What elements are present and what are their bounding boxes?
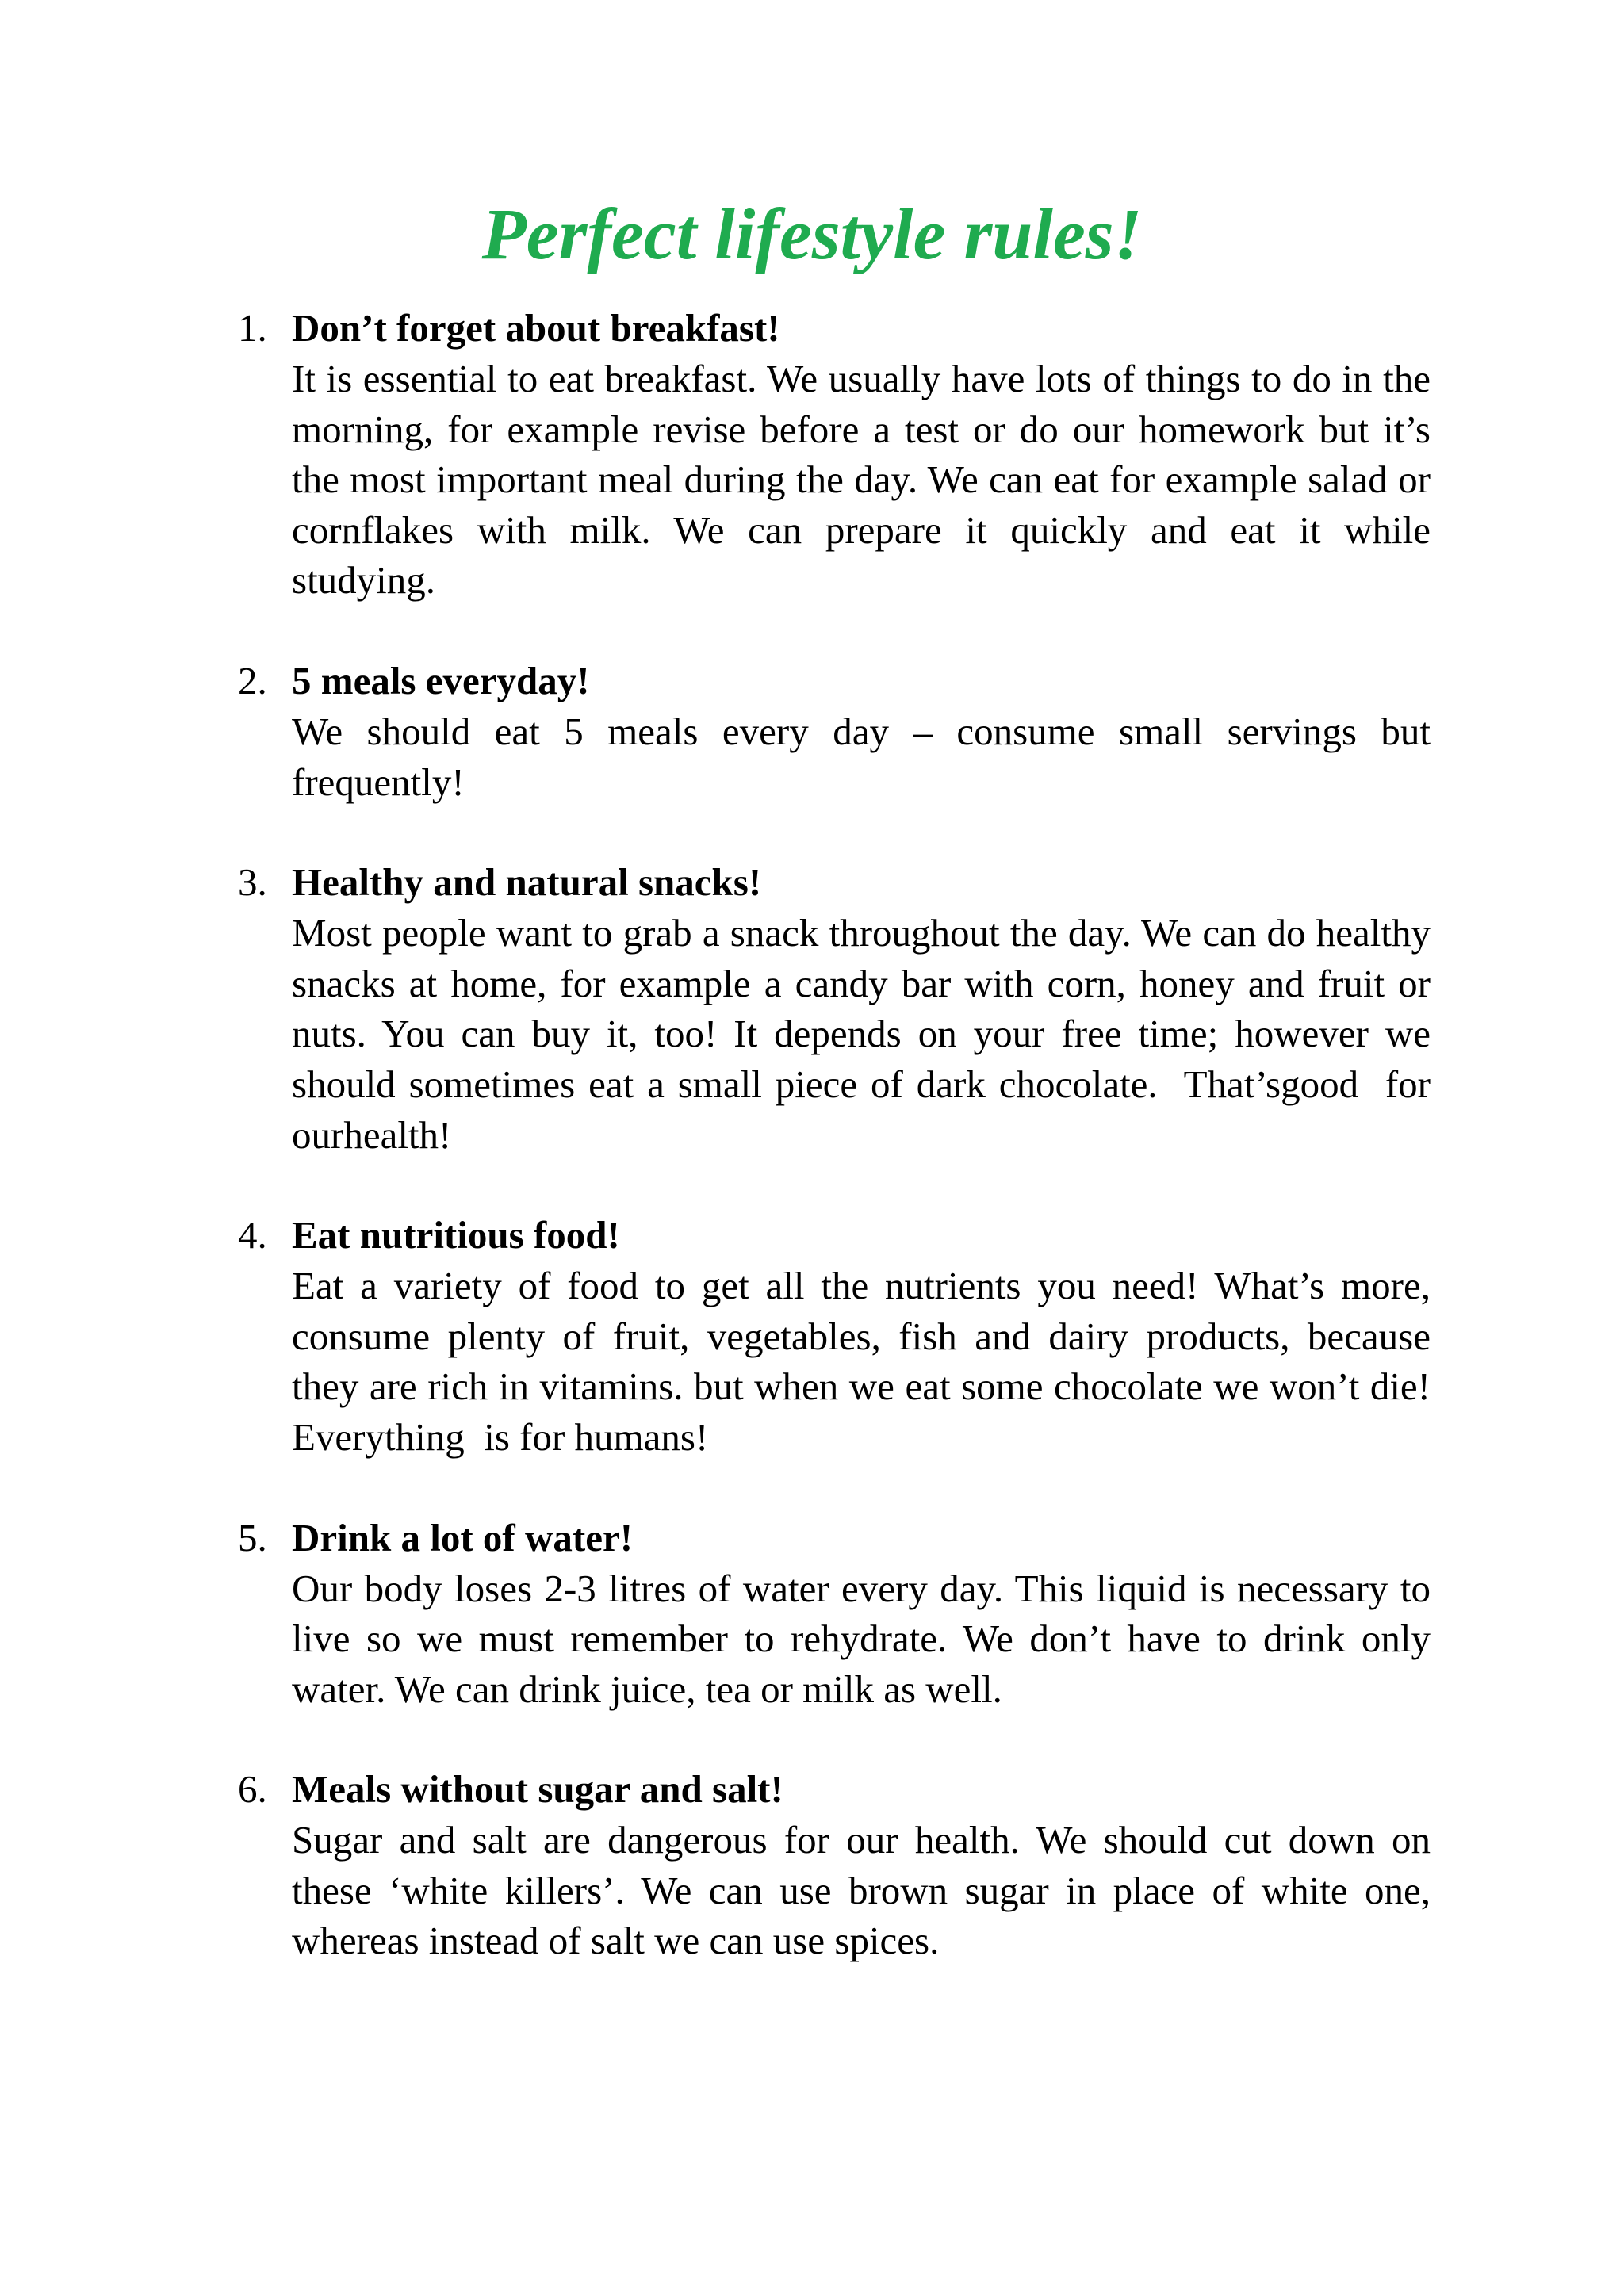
- rule-body: Most people want to grab a snack throughout the day. We can do healthy snacks at home, for example a candy bar with corn, honey and fruit or nuts. You can buy it, too! It depends on your free time; however we should sometimes eat a small piece of dark chocolate. That’sgood for ourhealth!: [292, 911, 1441, 1157]
- rule-item: [0, 303, 1624, 606]
- page-title: Perfect lifestyle rules!: [481, 193, 1143, 274]
- rule-heading: Drink a lot of water!: [292, 1515, 634, 1559]
- rule-heading: 5 meals everyday!: [292, 658, 590, 702]
- rule-heading: Don’t forget about breakfast!: [292, 306, 780, 350]
- rule-heading: Meals without sugar and salt!: [292, 1767, 783, 1812]
- rule-item: [0, 656, 1624, 807]
- rule-body: It is essential to eat breakfast. We usually have lots of things to do in the morning, for example revise before a test or do our homework but it’s the most important meal during the day. We can eat for example salad or cornflakes with milk. We can prepare it quickly and eat it while studying.: [292, 357, 1441, 603]
- rule-number: 2.: [238, 658, 267, 702]
- rule-number: 6.: [238, 1767, 267, 1812]
- rule-item: [0, 1513, 1624, 1715]
- rules-list: [0, 303, 1624, 2016]
- rule-item: [0, 857, 1624, 1160]
- rule-body: Our body loses 2-3 litres of water every day. This liquid is necessary to live so we must remember to rehydrate. We don’t have to drink only water. We can drink juice, tea or milk as well.: [292, 1566, 1441, 1711]
- rule-number: 4.: [238, 1213, 267, 1257]
- rule-item: [0, 1210, 1624, 1462]
- rule-item: [0, 1764, 1624, 1966]
- rule-number: 1.: [238, 306, 267, 350]
- rule-number: 3.: [238, 860, 267, 905]
- rule-heading: Eat nutritious food!: [292, 1213, 620, 1257]
- rule-body: We should eat 5 meals every day – consume small servings but frequently!: [292, 709, 1441, 804]
- rule-heading: Healthy and natural snacks!: [292, 860, 762, 905]
- rule-body: Eat a variety of food to get all the nutrients you need! What’s more, consume plenty of fruit, vegetables, fish and dairy products, because they are rich in vitamins. but when we eat some chocolate we won’t die! Everything is for humans!: [292, 1264, 1450, 1459]
- rule-number: 5.: [238, 1515, 267, 1559]
- rule-body: Sugar and salt are dangerous for our health. We should cut down on these ‘white killers’. We can use brown sugar in place of white one, whereas instead of salt we can use spices.: [292, 1818, 1441, 1963]
